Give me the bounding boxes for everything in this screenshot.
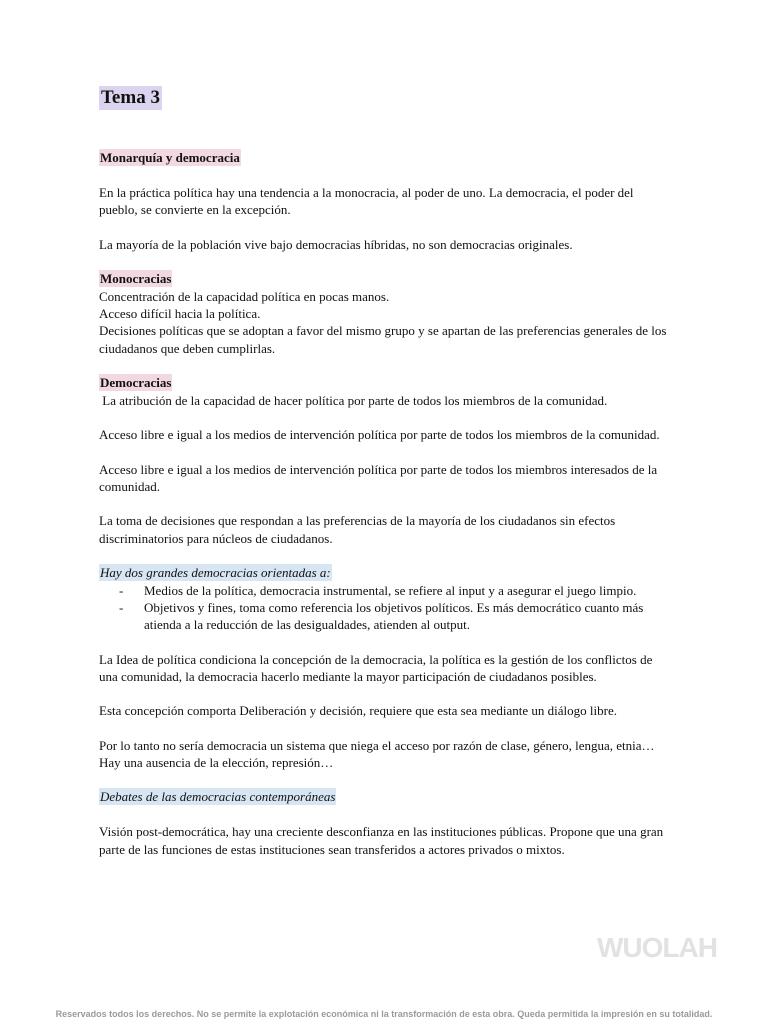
section-heading-orientadas: Hay dos grandes democracias orientadas a: xyxy=(100,564,331,580)
list-item xyxy=(119,599,674,634)
list-item-text: Medios de la política, democracia instrumental, se refiere al input y a asegurar el juego limpio. xyxy=(144,582,637,598)
section-heading-monarquia: Monarquía y democracia xyxy=(100,150,240,165)
paragraph: La mayoría de la población vive bajo democracias híbridas, no son democracias originales. xyxy=(99,236,573,252)
paragraph: La Idea de política condiciona la concepción de la democracia, la política es la gestión de los conflictos de una comunidad, la democracia hacerlo mediante la mayor participación de ciudadanos posibles. xyxy=(99,651,653,685)
paragraph: Esta concepción comporta Deliberación y decisión, requiere que esta sea mediante un diálogo libre. xyxy=(99,703,617,719)
list-item-text: Objetivos y fines, toma como referencia los objetivos políticos. Es más democrático cuanto más atienda a la reducción de las desigualdades, atienden al output. xyxy=(144,600,644,633)
bullet-dash: - xyxy=(119,600,124,616)
section-heading-monocracias: Monocracias xyxy=(100,270,172,286)
text-line: Acceso difícil hacia la política. xyxy=(99,306,261,322)
bullet-dash: - xyxy=(119,582,124,598)
text-line: Concentración de la capacidad política en pocas manos. xyxy=(99,288,390,304)
paragraph: La toma de decisiones que respondan a las preferencias de la mayoría de los ciudadanos sin efectos discriminatorios para núcleos de ciudadanos. xyxy=(99,513,616,546)
paragraph: Visión post-democrática, hay una creciente desconfianza en las instituciones públicas. Propone que una gran parte de las funciones de estas instituciones sean transferidos a actores privados o mixtos. xyxy=(99,824,664,857)
paragraph: Decisiones políticas que se adoptan a favor del mismo grupo y se apartan de las preferencias generales de los ciudadanos que deben cumplirlas. xyxy=(99,323,667,356)
paragraph: En la práctica política hay una tendencia a la monocracia, al poder de uno. La democracia, el poder del pueblo, se convierte en la excepción. xyxy=(99,185,634,218)
wuolah-watermark-logo: WUOLAH xyxy=(597,932,717,963)
document-page xyxy=(99,86,674,858)
paragraph: La atribución de la capacidad de hacer política por parte de todos los miembros de la comunidad. xyxy=(99,393,608,409)
paragraph: Acceso libre e igual a los medios de intervención política por parte de todos los miembros de la comunidad. xyxy=(99,427,660,443)
section-heading-debates: Debates de las democracias contemporáneas xyxy=(100,789,336,805)
section-heading-democracias: Democracias xyxy=(100,375,172,391)
page-title: Tema 3 xyxy=(101,87,160,108)
list-item xyxy=(119,582,674,599)
footer-copyright: Reservados todos los derechos. No se permite la explotación económica ni la transformación de esta obra. Queda permitida la impresión en su totalidad. xyxy=(55,1009,713,1019)
paragraph: Acceso libre e igual a los medios de intervención política por parte de todos los miembros interesados de la comunidad. xyxy=(99,461,658,494)
dash-list xyxy=(99,582,674,634)
paragraph: Por lo tanto no sería democracia un sistema que niega el acceso por razón de clase, género, lengua, etnia… Hay una ausencia de la elección, represión… xyxy=(99,737,655,770)
